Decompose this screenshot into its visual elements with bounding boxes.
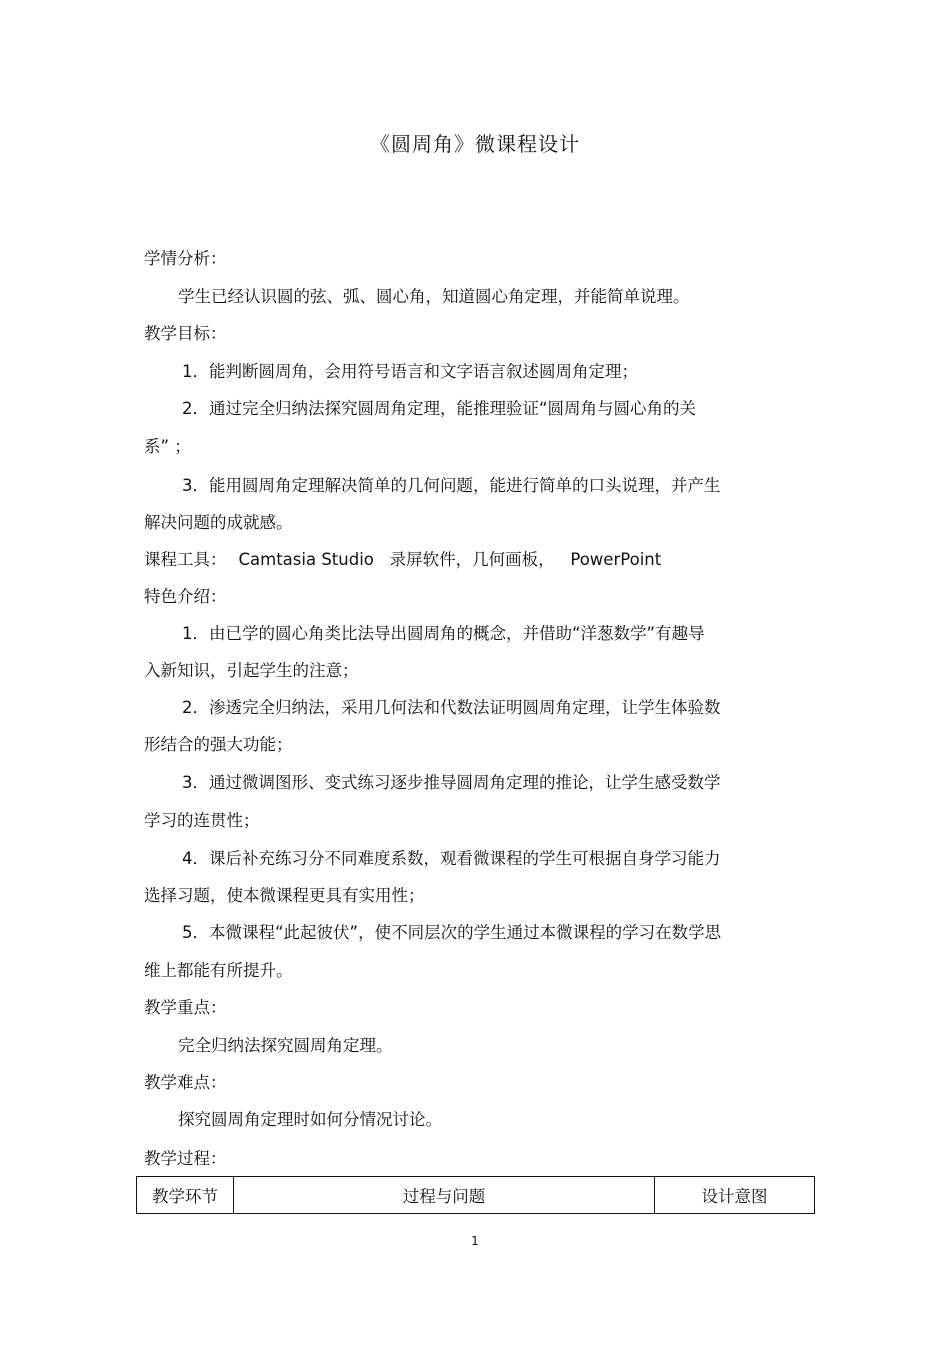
feature-item-continued: 入新知识，引起学生的注意； bbox=[144, 661, 359, 680]
tools-text: Camtasia Studio 录屏软件，几何画板， PowerPoint bbox=[238, 550, 662, 569]
table-header-intent: 设计意图 bbox=[655, 1177, 815, 1214]
page-number: 1 bbox=[471, 1234, 479, 1248]
feature-item-continued: 选择习题，使本微课程更具有实用性； bbox=[144, 886, 425, 905]
difficulty-heading: 教学难点： bbox=[144, 1073, 227, 1092]
table-header-row bbox=[137, 1177, 815, 1214]
goal-item-continued: 系” ； bbox=[144, 437, 191, 456]
process-heading: 教学过程： bbox=[144, 1149, 227, 1168]
goal-item: 2．通过完全归纳法探究圆周角定理，能推理验证“圆周角与圆心角的关 bbox=[182, 399, 697, 418]
features-heading: 特色介绍： bbox=[144, 587, 227, 606]
goal-item: 3．能用圆周角定理解决简单的几何问题，能进行简单的口头说理，并产生 bbox=[182, 476, 721, 495]
feature-item-continued: 维上都能有所提升。 bbox=[144, 961, 293, 980]
analysis-text: 学生已经认识圆的弦、弧、圆心角，知道圆心角定理，并能简单说理。 bbox=[178, 287, 690, 306]
key-text: 完全归纳法探究圆周角定理。 bbox=[178, 1036, 393, 1055]
key-heading: 教学重点： bbox=[144, 998, 227, 1017]
difficulty-text: 探究圆周角定理时如何分情况讨论。 bbox=[178, 1110, 442, 1129]
goal-item-continued: 解决问题的成就感。 bbox=[144, 513, 293, 532]
process-table bbox=[136, 1176, 815, 1214]
analysis-heading: 学情分析： bbox=[144, 249, 227, 268]
feature-item-continued: 学习的连贯性； bbox=[144, 811, 260, 830]
feature-item: 4．课后补充练习分不同难度系数，观看微课程的学生可根据自身学习能力 bbox=[182, 849, 721, 868]
feature-item: 3．通过微调图形、变式练习逐步推导圆周角定理的推论，让学生感受数学 bbox=[182, 773, 721, 792]
feature-item-continued: 形结合的强大功能； bbox=[144, 735, 293, 754]
feature-item: 1．由已学的圆心角类比法导出圆周角的概念，并借助“洋葱数学”有趣导 bbox=[182, 624, 705, 643]
document-title: 《圆周角》微课程设计 bbox=[370, 132, 580, 156]
table-header-process: 过程与问题 bbox=[234, 1177, 655, 1214]
goal-item: 1．能判断圆周角，会用符号语言和文字语言叙述圆周角定理； bbox=[182, 362, 638, 381]
tools-label: 课程工具： bbox=[144, 550, 227, 569]
goals-heading: 教学目标： bbox=[144, 324, 227, 343]
table-header-stage: 教学环节 bbox=[137, 1177, 234, 1214]
feature-item: 5．本微课程“此起彼伏”，使不同层次的学生通过本微课程的学习在数学思 bbox=[182, 923, 722, 942]
feature-item: 2．渗透完全归纳法，采用几何法和代数法证明圆周角定理，让学生体验数 bbox=[182, 698, 721, 717]
tools-line bbox=[144, 549, 661, 571]
